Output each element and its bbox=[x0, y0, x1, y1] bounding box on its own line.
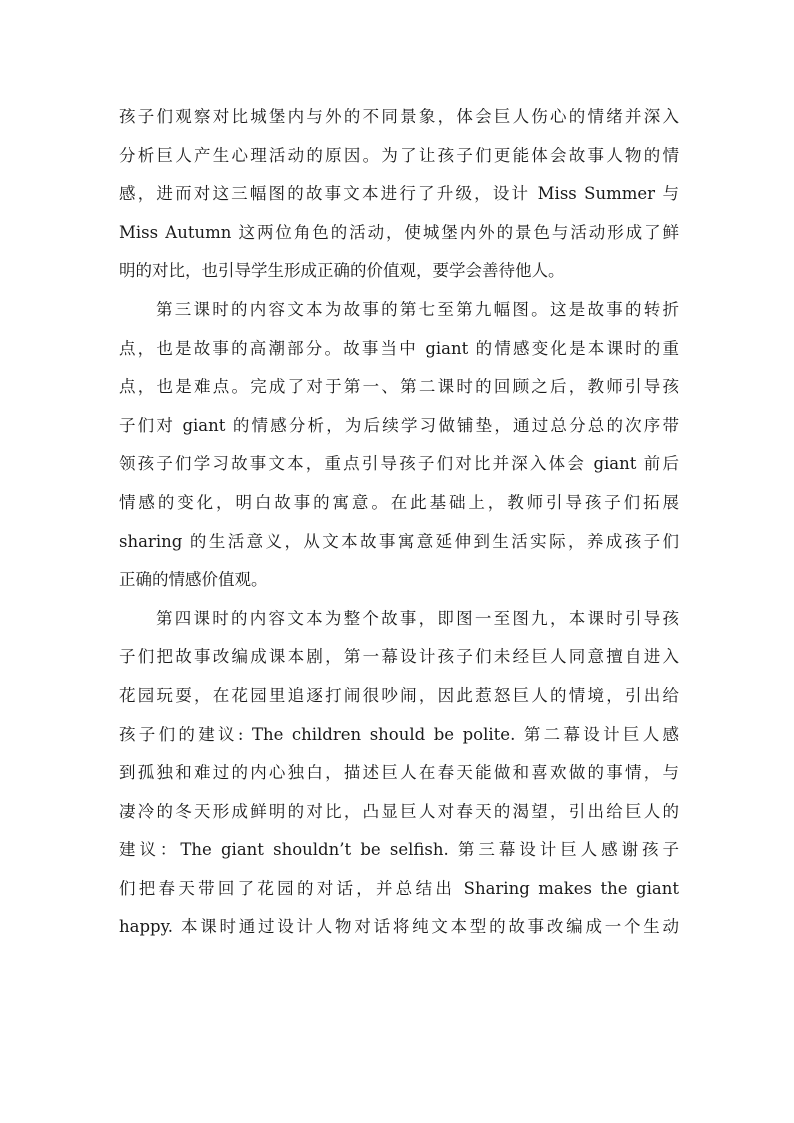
text-line: 们把春天带回了花园的对话，并总结出 Sharing makes the giant bbox=[119, 878, 679, 898]
text-line: 凄冷的冬天形成鲜明的对比，凸显巨人对春天的渴望，引出给巨人的 bbox=[119, 801, 679, 821]
text-line: 感，进而对这三幅图的故事文本进行了升级，设计 Miss Summer 与 bbox=[119, 184, 679, 204]
text-line: Miss Autumn 这两位角色的活动，使城堡内外的景色与活动形成了鲜 bbox=[119, 222, 679, 242]
text-line: 孩子们观察对比城堡内与外的不同景象，体会巨人伤心的情绪并深入 bbox=[119, 107, 679, 126]
text-line: happy. 本课时通过设计人物对话将纯文本型的故事改编成一个生动 bbox=[119, 917, 679, 937]
text-line: 子们对 giant 的情感分析，为后续学习做铺垫，通过总分总的次序带 bbox=[119, 415, 679, 435]
text-line: 建议：The giant shouldn’t be selfish. 第三幕设计巨人感谢孩子 bbox=[119, 840, 679, 860]
text-line: 子们把故事改编成课本剧，第一幕设计孩子们未经巨人同意擅自进入 bbox=[119, 647, 679, 667]
text-line: 花园玩耍，在花园里追逐打闹很吵闹，因此惹怒巨人的情境，引出给 bbox=[119, 685, 679, 705]
text-line: 正确的情感价值观。 bbox=[119, 570, 268, 590]
text-line: 第四课时的内容文本为整个故事，即图一至图九，本课时引导孩 bbox=[156, 608, 679, 628]
text-line: 领孩子们学习故事文本，重点引导孩子们对比并深入体会 giant 前后 bbox=[119, 454, 679, 474]
text-line: 明的对比，也引导学生形成正确的价值观，要学会善待他人。 bbox=[119, 261, 565, 281]
body-text bbox=[119, 98, 679, 947]
text-line: 孩子们的建议: The children should be polite. 第二幕设计巨人感 bbox=[119, 724, 679, 744]
text-line: 点，也是故事的高潮部分。故事当中 giant 的情感变化是本课时的重 bbox=[119, 338, 679, 358]
text-line: 第三课时的内容文本为故事的第七至第九幅图。这是故事的转折 bbox=[156, 299, 679, 319]
text-line: 分析巨人产生心理活动的原因。为了让孩子们更能体会故事人物的情 bbox=[119, 145, 679, 165]
text-line: 情感的变化，明白故事的寓意。在此基础上，教师引导孩子们拓展 bbox=[119, 492, 679, 512]
text-line: sharing 的生活意义，从文本故事寓意延伸到生活实际，养成孩子们 bbox=[119, 531, 679, 551]
text-line: 到孤独和难过的内心独白，描述巨人在春天能做和喜欢做的事情，与 bbox=[119, 763, 679, 783]
text-line: 点，也是难点。完成了对于第一、第二课时的回顾之后，教师引导孩 bbox=[119, 377, 679, 397]
